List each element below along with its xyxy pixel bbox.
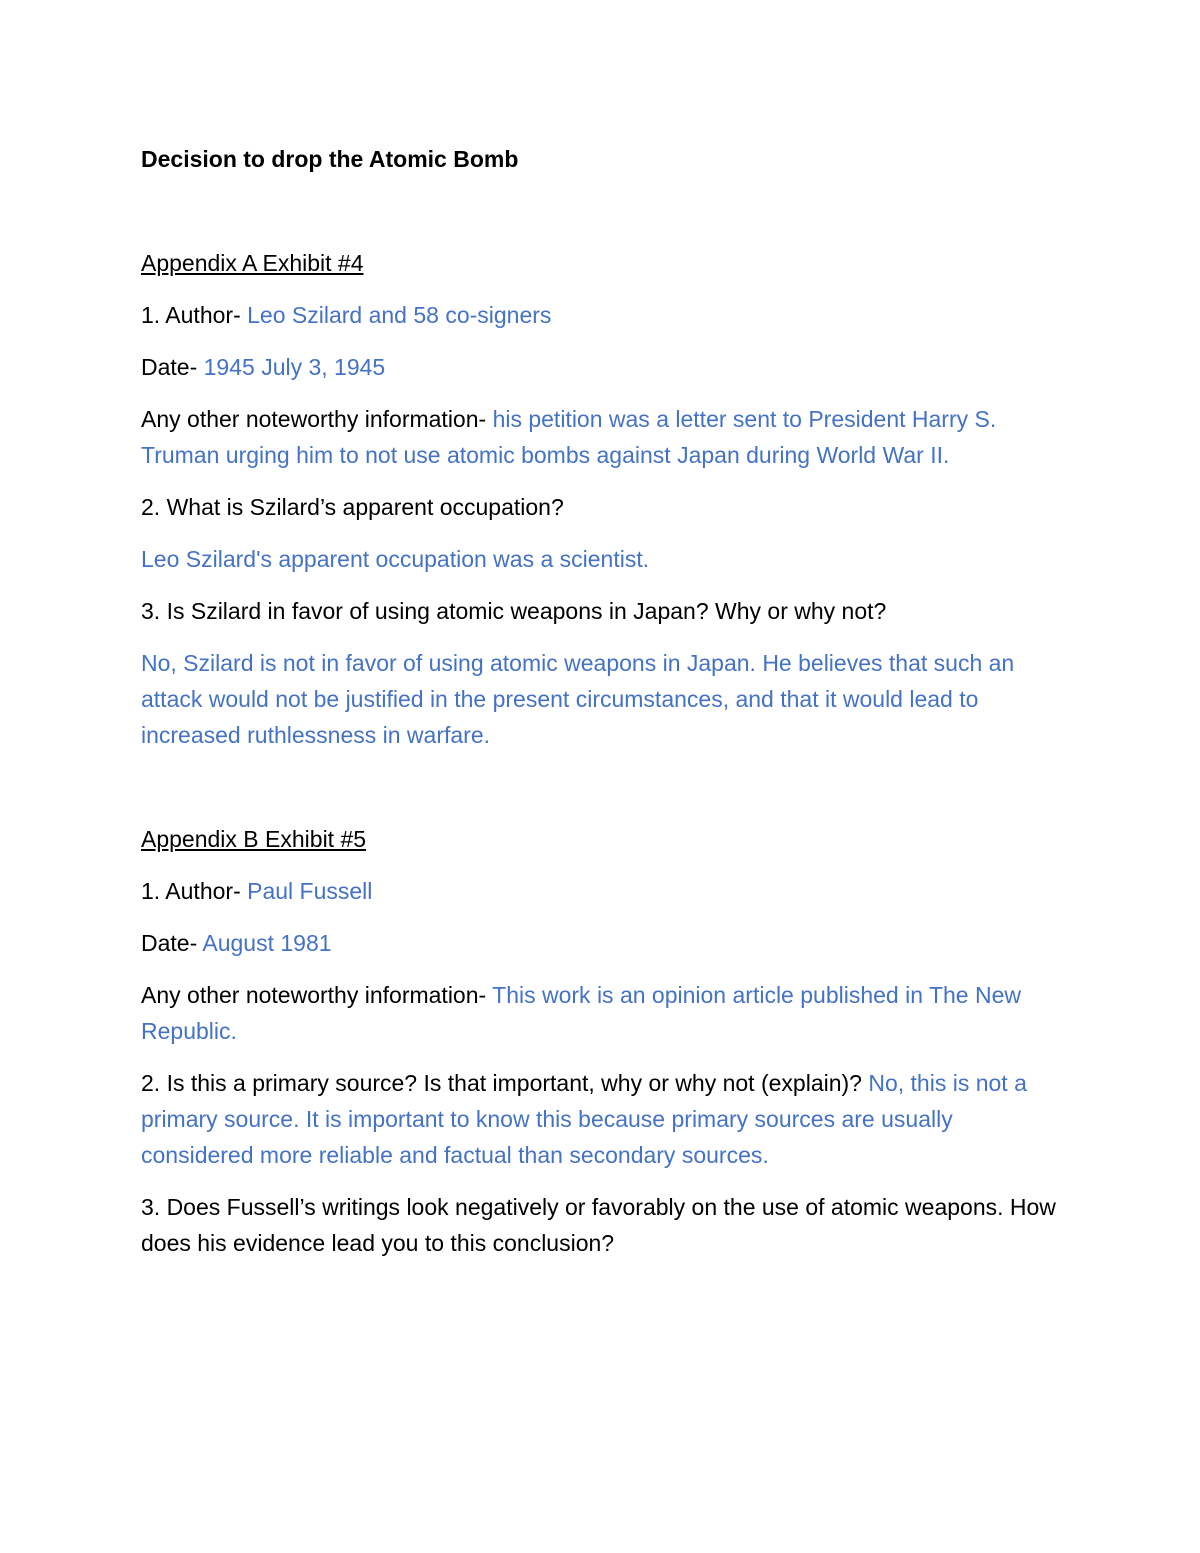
- question-2: [141, 1065, 1061, 1173]
- document-title: Decision to drop the Atomic Bomb: [141, 146, 519, 172]
- question-2-text: 2. Is this a primary source? Is that important, why or why not (explain)?: [141, 1070, 869, 1096]
- question-3: 3. Is Szilard in favor of using atomic weapons in Japan? Why or why not?: [141, 598, 887, 624]
- date-label: Date-: [141, 930, 203, 956]
- author-label: 1. Author-: [141, 302, 248, 328]
- author-label: 1. Author-: [141, 878, 248, 904]
- author-line: [141, 297, 1061, 333]
- author-value: Leo Szilard and 58 co-signers: [247, 302, 552, 328]
- info-line: [141, 977, 1061, 1049]
- info-value: This work is an opinion article published in The New Republic.: [141, 982, 1021, 1044]
- date-line: [141, 925, 1061, 961]
- answer-2: No, this is not a primary source. It is important to know this because primary sources are usually considered more reliable and factual than secondary sources.: [141, 1070, 1027, 1168]
- section-spacer: [141, 769, 1061, 821]
- document-page: [141, 141, 1061, 1277]
- info-label: Any other noteworthy information-: [141, 982, 493, 1008]
- info-label: Any other noteworthy information-: [141, 406, 493, 432]
- section-appendix-b: [141, 821, 1061, 1261]
- answer-2: Leo Szilard's apparent occupation was a scientist.: [141, 546, 650, 572]
- date-label: Date-: [141, 354, 204, 380]
- author-value: Paul Fussell: [247, 878, 373, 904]
- question-2: 2. What is Szilard’s apparent occupation?: [141, 494, 564, 520]
- date-value: August 1981: [202, 930, 332, 956]
- author-line: [141, 873, 1061, 909]
- info-line: [141, 401, 1061, 473]
- question-3: 3. Does Fussell’s writings look negatively or favorably on the use of atomic weapons. How does his evidence lead you to this conclusion?: [141, 1194, 1056, 1256]
- section-heading: Appendix A Exhibit #4: [141, 250, 364, 276]
- info-value: his petition was a letter sent to President Harry S. Truman urging him to not use atomic bombs against Japan during World War II.: [141, 406, 997, 468]
- answer-3: No, Szilard is not in favor of using atomic weapons in Japan. He believes that such an attack would not be justified in the present circumstances, and that it would lead to increased ruthlessness in warfare.: [141, 650, 1015, 748]
- date-line: [141, 349, 1061, 385]
- section-heading: Appendix B Exhibit #5: [141, 826, 367, 852]
- section-appendix-a: [141, 245, 1061, 753]
- date-value: 1945 July 3, 1945: [203, 354, 386, 380]
